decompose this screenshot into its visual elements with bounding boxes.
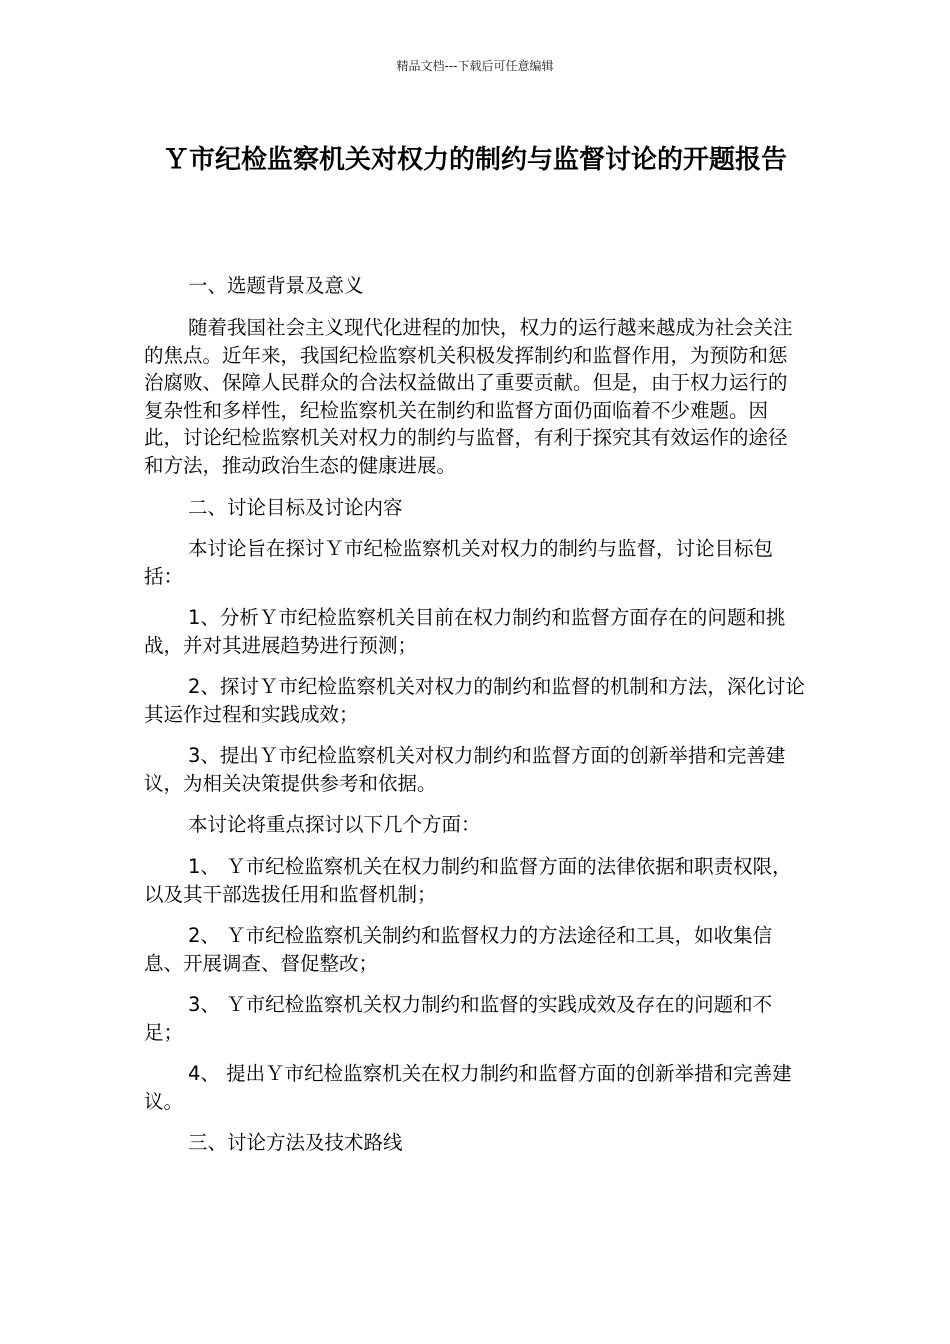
document-title: Ｙ市纪检监察机关对权力的制约与监督讨论的开题报告 bbox=[162, 145, 787, 175]
goal-item-1: 1、分析Ｙ市纪检监察机关目前在权力制约和监督方面存在的问题和挑战，并对其进展趋势进行预测； bbox=[144, 606, 786, 657]
focus-item-2: 2、 Ｙ市纪检监察机关制约和监督权力的方法途径和工具，如收集信息、开展调查、督促整改； bbox=[144, 924, 773, 975]
section-heading-1: 一、选题背景及意义 bbox=[188, 274, 364, 297]
focus-item-4: 4、 提出Ｙ市纪检监察机关在权力制约和监督方面的创新举措和完善建议。 bbox=[144, 1062, 792, 1113]
paragraph-background: 随着我国社会主义现代化进程的加快，权力的运行越来越成为社会关注的焦点。近年来，我国纪检监察机关积极发挥制约和监督作用，为预防和惩治腐败、保障人民群众的合法权益做出了重要贡献。但是，由于权力运行的复杂性和多样性，纪检监察机关在制约和监督方面仍面临着不少难题。因此，讨论纪检监察机关对权力的制约与监督，有利于探究其有效运作的途径和方法，推动政治生态的健康进展。 bbox=[144, 316, 793, 477]
focus-item-3: 3、 Ｙ市纪检监察机关权力制约和监督的实践成效及存在的问题和不足； bbox=[144, 993, 773, 1044]
section-heading-3: 三、讨论方法及技术路线 bbox=[188, 1131, 403, 1154]
section-heading-2: 二、讨论目标及讨论内容 bbox=[188, 496, 403, 519]
paragraph-focus-intro: 本讨论将重点探讨以下几个方面： bbox=[188, 813, 481, 836]
focus-item-1: 1、 Ｙ市纪检监察机关在权力制约和监督方面的法律依据和职责权限，以及其干部选拔任用和监督机制； bbox=[144, 855, 792, 906]
paragraph-goals-intro: 本讨论旨在探讨Ｙ市纪检监察机关对权力的制约与监督，讨论目标包括： bbox=[144, 537, 774, 588]
page-header-note: 精品文档---下载后可任意编辑 bbox=[396, 59, 554, 73]
goal-item-2: 2、探讨Ｙ市纪检监察机关对权力的制约和监督的机制和方法，深化讨论其运作过程和实践成效； bbox=[144, 675, 805, 726]
goal-item-3: 3、提出Ｙ市纪检监察机关对权力制约和监督方面的创新举措和完善建议，为相关决策提供参考和依据。 bbox=[144, 744, 786, 795]
